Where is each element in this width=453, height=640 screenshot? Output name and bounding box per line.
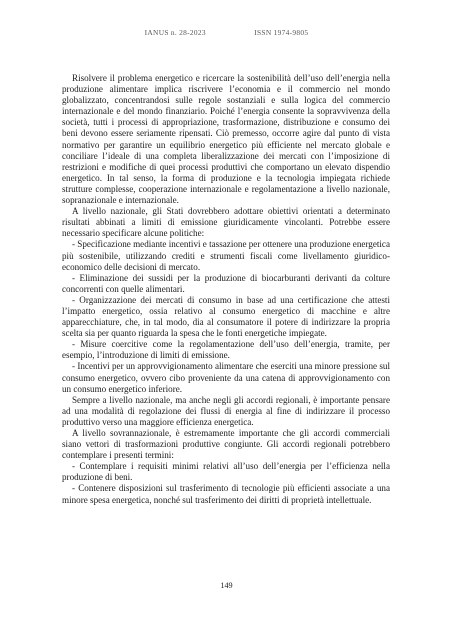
main-text — [62, 73, 390, 506]
page-number: 149 — [220, 581, 233, 590]
running-header — [0, 28, 453, 37]
agreement-list-item: - Contemplare i requisiti minimi relativi all’uso dell’energia per l’efficienza nella produzione di beni. — [62, 461, 390, 483]
policy-list-item: - Organizzazione dei mercati di consumo in base ad una certificazione che attesti l’impatto energetico, ossia relativo al consumo energetico di macchine e altre apparecchiature, che, in tal modo, dia al consumatore il potere di indirizzare la propria scelta sia per quanto riguarda la spesa che le fonti energetiche impiegate. — [62, 294, 390, 339]
agreement-list-item: - Contenere disposizioni sul trasferimento di tecnologie più efficienti associate a una minore spesa energetica, nonché sul trasferimento dei diritti di proprietà intellettuale. — [62, 483, 390, 505]
policy-list-item: - Specificazione mediante incentivi e tassazione per ottenere una produzione energetica più sostenibile, utilizzando crediti e strumenti fiscali come livellamento giuridico-economico delle decisioni di mercato. — [62, 239, 390, 272]
issn-label: ISSN 1974-9805 — [254, 28, 309, 37]
paragraph: A livello sovrannazionale, è estremamente importante che gli accordi commerciali siano vettori di trasformazioni produttive congiunte. Gli accordi regionali potrebbero contemplare i presenti termini: — [62, 428, 390, 461]
policy-list-item: - Eliminazione dei sussidi per la produzione di biocarburanti derivanti da colture concorrenti con quelle alimentari. — [62, 272, 390, 294]
policy-list-item: - Misure coercitive come la regolamentazione dell’uso dell’energia, tramite, per esempio, l’introduzione di limiti di emissione. — [62, 339, 390, 361]
paragraph: Risolvere il problema energetico e ricercare la sostenibilità dell’uso dell’energia nella produzione alimentare implica riscrivere l’economia e il commercio nel mondo globalizzato, concentrandosi sulle regole sostanziali e sulla logica del commercio internazionale e del mondo finanziario. Poiché l’energia consente la sopravvivenza della società, tutti i processi di appropriazione, trasformazione, distribuzione e consumo dei beni devono essere seriamente ripensati. Ciò premesso, occorre agire dal punto di vista normativo per garantire un equilibrio energetico più efficiente nel mercato globale e conciliare l’ideale di una completa liberalizzazione dei mercati con l’imposizione di restrizioni e modifiche di quei processi produttivi che comportano un elevato dispendio energetico. In tal senso, la forma di produzione e la tecnologia impiegata richiede strutture complesse, cooperazione internazionale e regolamentazione a livello nazionale, sopranazionale e internazionale. — [62, 73, 390, 206]
policy-list-item: - Incentivi per un approvvigionamento alimentare che eserciti una minore pressione sul consumo energetico, ovvero cibo proveniente da una catena di approvvigionamento con un consumo energetico inferiore. — [62, 361, 390, 394]
journal-title: IANUS n. 28-2023 — [144, 28, 206, 37]
paragraph: A livello nazionale, gli Stati dovrebbero adottare obiettivi orientati a determinato risultati abbinati a limiti di emissione giuridicamente vincolanti. Potrebbe essere necessario specificare alcune politiche: — [62, 206, 390, 239]
paragraph: Sempre a livello nazionale, ma anche negli gli accordi regionali, è importante pensare ad una modalità di regolazione dei flussi di energia al fine di indirizzare il processo produttivo verso una maggiore efficienza energetica. — [62, 394, 390, 427]
